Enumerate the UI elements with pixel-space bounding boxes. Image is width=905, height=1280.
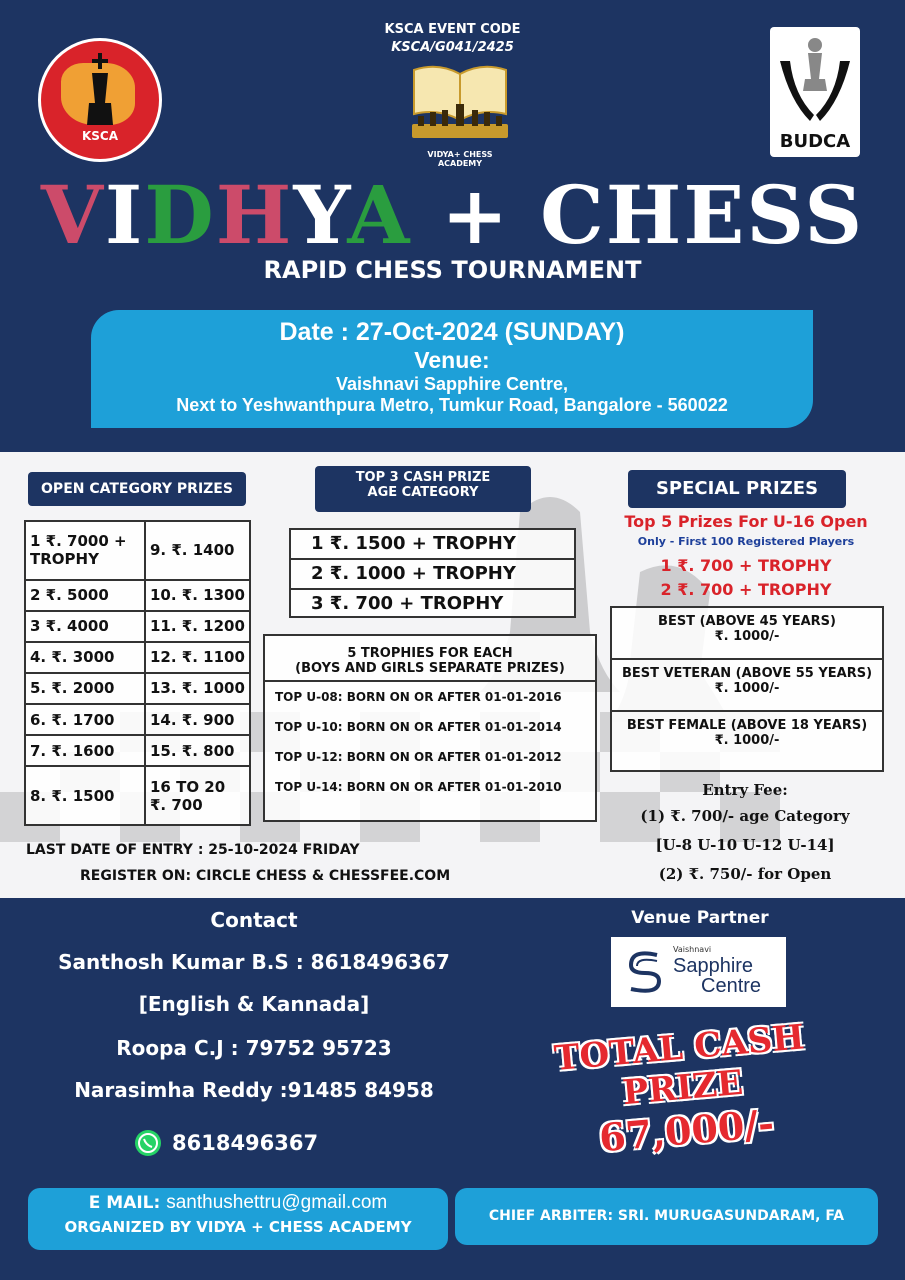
list-item: BEST FEMALE (ABOVE 18 YEARS) ₹. 1000/- [626,718,868,748]
table-row: 7. ₹. 1600 15. ₹. 800 [25,735,250,766]
table-row: 6. ₹. 1700 14. ₹. 900 [25,704,250,735]
register-info: REGISTER ON: CIRCLE CHESS & CHESSFEE.COM [80,868,451,884]
chief-arbiter: CHIEF ARBITER: SRI. MURUGASUNDARAM, FA [455,1188,878,1245]
ksca-logo: KSCA [38,38,162,162]
venue-line1: Vaishnavi Sapphire Centre, [335,374,569,394]
email-link[interactable]: santhushettru@gmail.com [166,1192,388,1213]
budca-logo: BUDCA [770,27,860,157]
contact-line-1: Santhosh Kumar B.S : 8618496367 [58,950,450,974]
list-item: BEST (ABOVE 45 YEARS) ₹. 1000/- [612,608,882,660]
age-categories-box: 5 TROPHIES FOR EACH (BOYS AND GIRLS SEPARATE PRIZES) TOP U-08: BORN ON OR AFTER 01-01-2016 TOP U-10: BORN ON OR AFTER 01-01-2014 TOP U-12: BORN ON OR AFTER 01-01-2012 TOP U-14: BORN ON OR AFTER 01-01-2010 [263,634,597,822]
event-code-label: KSCA EVENT CODE [384,22,521,37]
list-item: TOP U-14: BORN ON OR AFTER 01-01-2010 [275,780,562,794]
last-date: LAST DATE OF ENTRY : 25-10-2024 FRIDAY [26,842,360,858]
contact-heading: Contact [210,908,298,932]
whatsapp-number: 8618496367 [172,1131,319,1155]
special-prizes-heading: SPECIAL PRIZES [628,470,846,508]
list-item: TOP U-10: BORN ON OR AFTER 01-01-2014 [275,720,562,734]
main-title: VIDHYA + CHESS [40,168,865,262]
age-prizes-list [289,528,576,618]
whatsapp-icon [133,1128,163,1158]
table-row: 8. ₹. 1500 16 TO 20 ₹. 700 [25,766,250,825]
u16-title: Top 5 Prizes For U-16 Open [624,512,868,531]
venue-line2: Next to Yeshwanthpura Metro, Tumkur Road, Bangalore - 560022 [176,395,728,415]
date-venue-box [91,310,813,428]
open-prizes-heading: OPEN CATEGORY PRIZES [28,472,246,506]
venue-partner-label: Venue Partner [631,908,769,928]
entry-fee: Entry Fee: (1) ₹. 700/- age Category [U-8 U-10 U-12 U-14] (2) ₹. 750/- for Open [640,781,850,883]
u16-prize-1: 1 ₹. 700 + TROPHY [660,556,832,575]
sapphire-logo: Vaishnavi Sapphire Centre [611,937,786,1007]
list-item: BEST VETERAN (ABOVE 55 YEARS) ₹. 1000/- [612,660,882,712]
table-row: 3 ₹. 4000 11. ₹. 1200 [25,611,250,642]
u16-prize-2: 2 ₹. 700 + TROPHY [660,580,832,599]
u16-note: Only - First 100 Registered Players [637,535,855,548]
academy-logo: VIDYA+ CHESS ACADEMY [404,60,516,164]
organizer-box [28,1188,448,1250]
age-prizes-heading: TOP 3 CASH PRIZE AGE CATEGORY [315,466,531,512]
open-prizes-table [24,520,251,826]
list-item: 1 ₹. 1500 + TROPHY [291,530,574,560]
table-row: 2 ₹. 5000 10. ₹. 1300 [25,580,250,611]
king-piece-icon [83,53,117,133]
hands-pawn-icon [776,31,854,127]
list-item: TOP U-08: BORN ON OR AFTER 01-01-2016 [275,690,562,704]
table-row: 4. ₹. 3000 12. ₹. 1100 [25,642,250,673]
list-item: TOP U-12: BORN ON OR AFTER 01-01-2012 [275,750,562,764]
best-prizes-box [610,606,884,772]
list-item: 2 ₹. 1000 + TROPHY [291,560,574,590]
table-row: 1 ₹. 7000 + TROPHY 9. ₹. 1400 [25,521,250,580]
contact-line-4: Narasimha Reddy :91485 84958 [74,1078,434,1102]
email-label: E MAIL: [88,1193,161,1213]
organized-by: ORGANIZED BY VIDYA + CHESS ACADEMY [64,1218,412,1236]
sapphire-s-icon [625,949,665,995]
total-cash-prize: TOTAL CASH PRIZE 67,000/- [552,1017,806,1161]
contact-line-2: [English & Kannada] [138,992,370,1016]
list-item: 3 ₹. 700 + TROPHY [311,593,504,614]
event-date: Date : 27-Oct-2024 (SUNDAY) [279,318,625,346]
book-chess-icon [404,60,516,146]
event-code: KSCA/G041/2425 [391,40,514,55]
subtitle: RAPID CHESS TOURNAMENT [263,256,642,284]
contact-line-3: Roopa C.J : 79752 95723 [116,1036,392,1060]
table-row: 5. ₹. 2000 13. ₹. 1000 [25,673,250,704]
venue-label: Venue: [414,347,490,373]
